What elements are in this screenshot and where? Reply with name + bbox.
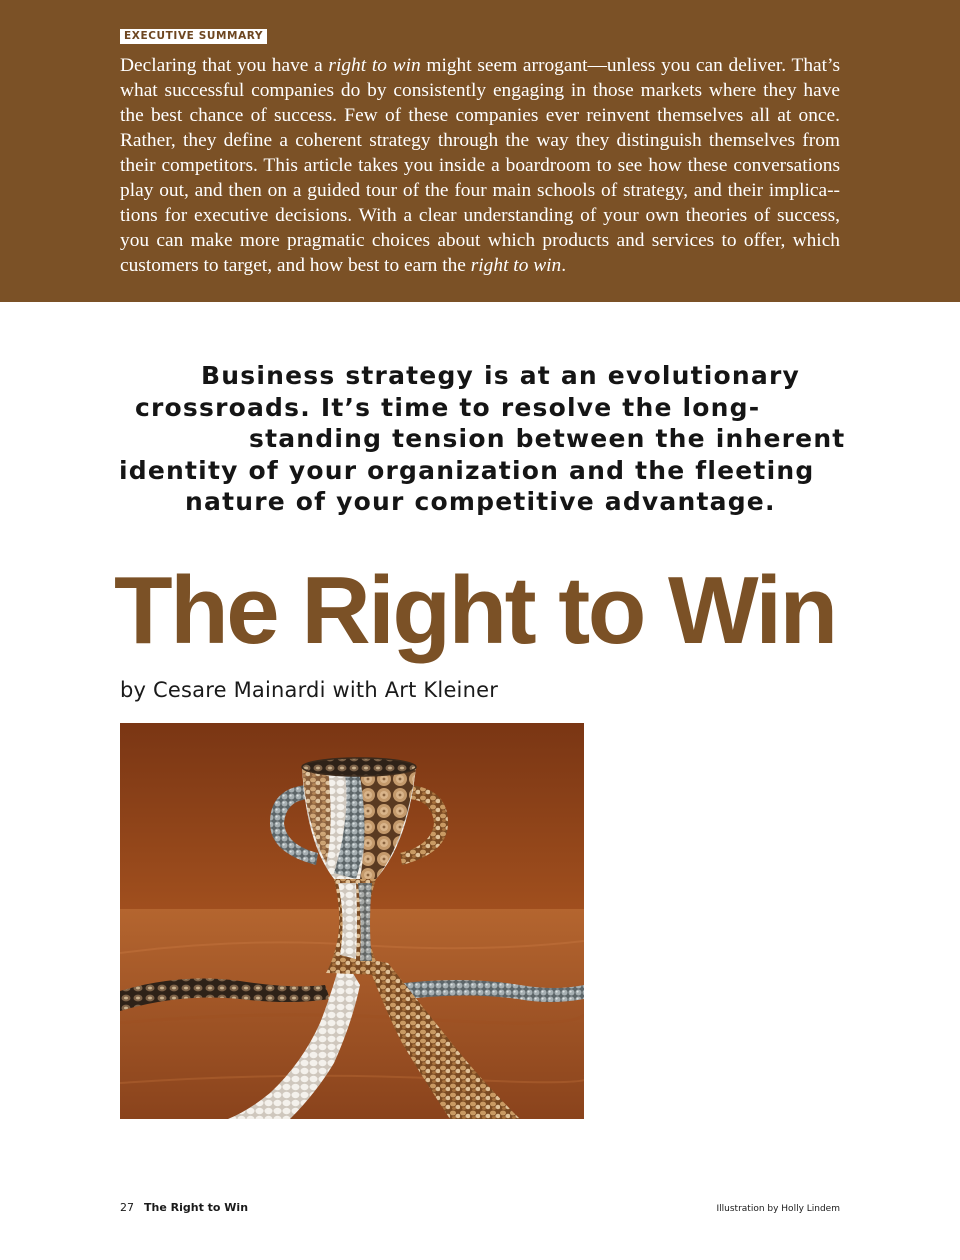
summary-text-part-3: . xyxy=(561,255,567,276)
page-footer xyxy=(120,1201,248,1215)
trophy-illustration xyxy=(120,723,584,1119)
dek-line-3: standing tension between the inherent xyxy=(249,424,846,453)
article-byline: by Cesare Mainardi with Art Kleiner xyxy=(120,678,499,702)
running-title: The Right to Win xyxy=(144,1201,249,1214)
dek-line-5: nature of your competitive advantage. xyxy=(185,487,776,516)
summary-emphasis-right-to-win-end: right to win xyxy=(470,255,562,276)
summary-text-part-2: might seem arrogant—unless you can deliver. That’s what successful companies do by consistently engaging in those markets where they have the best chance of success. Few of these companies ever reinvent themselves all at once. Rather, they define a coherent strategy through the way they distinguish themselves from their competitors. This article takes you inside a boardroom to see how these conversations play out, and then on a guided tour of the four main schools of strategy, and their implica-tions for executive decisions. With a clear understanding of your own theories of success, you can make more pragmatic choices about which products and services to offer, which customers to target, and how best to earn the xyxy=(120,55,840,276)
illustration-credit: Illustration by Holly Lindem xyxy=(716,1204,840,1214)
dek-line-4: identity of your organization and the fleeting xyxy=(119,455,815,485)
summary-text-part-1: Declaring that you have a xyxy=(120,55,329,76)
summary-emphasis-right-to-win: right to win xyxy=(328,55,421,76)
executive-summary-text xyxy=(120,53,840,278)
article-dek xyxy=(100,360,860,518)
executive-summary-label: EXECUTIVE SUMMARY xyxy=(120,29,267,44)
executive-summary-band xyxy=(0,0,960,302)
dek-line-2: crossroads. It’s time to resolve the long- xyxy=(135,392,761,422)
article-headline: The Right to Win xyxy=(114,557,836,664)
page-number: 27 xyxy=(120,1201,134,1214)
trophy-illustration-art xyxy=(120,723,584,1119)
dek-line-1: Business strategy is at an evolutionary xyxy=(201,361,800,390)
